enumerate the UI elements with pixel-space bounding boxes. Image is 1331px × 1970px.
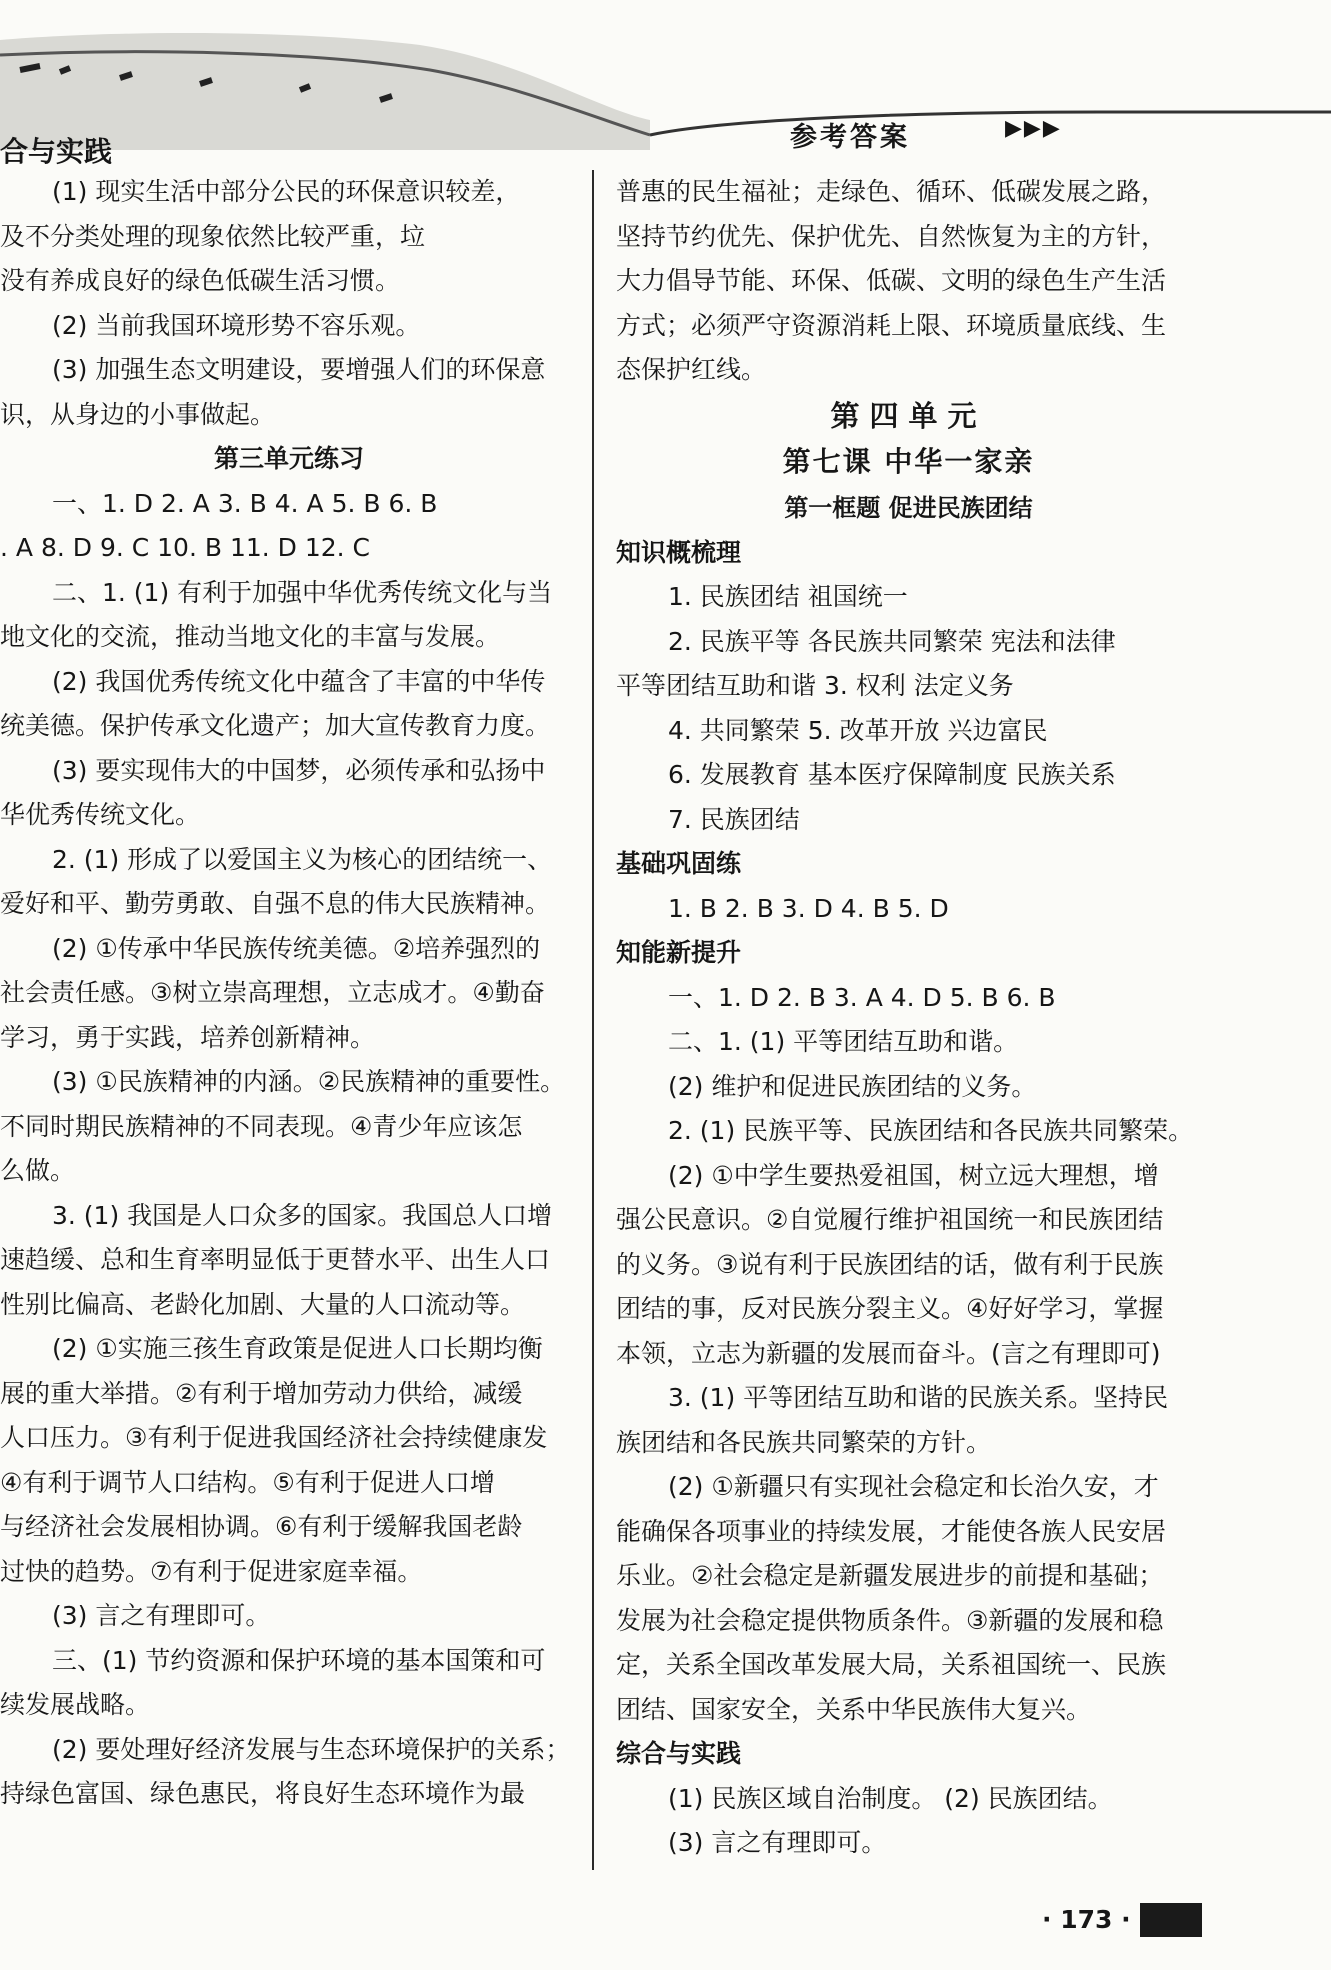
section-heading: 知识概梳理 [616,537,742,567]
right-line: (2) ①中学生要热爱祖国，树立远大理想，增 [668,1160,1159,1190]
right-line: 平等团结互助和谐 3. 权利 法定义务 [616,671,1014,700]
left-line: 三、(1) 节约资源和保护环境的基本国策和可 [52,1645,546,1675]
right-line: 能确保各项事业的持续发展，才能使各族人民安居 [616,1516,1167,1546]
left-line: 持绿色富国、绿色惠民，将良好生态环境作为最 [0,1779,526,1808]
left-line: 3. (1) 我国是人口众多的国家。我国总人口增 [52,1200,553,1230]
left-line: 人口压力。③有利于促进我国经济社会持续健康发 [0,1423,548,1452]
right-line: 态保护红线。 [616,355,767,384]
right-line: 本领，立志为新疆的发展而奋斗。(言之有理即可) [616,1338,1161,1368]
right-line: 1. 民族团结 祖国统一 [668,582,908,611]
left-line: 与经济社会发展相协调。⑥有利于缓解我国老龄 [0,1512,523,1541]
left-line: 不同时期民族精神的不同表现。④青少年应该怎 [0,1111,523,1141]
section-heading: 知能新提升 [616,938,742,967]
left-line: (2) ①实施三孩生育政策是促进人口长期均衡 [52,1334,543,1363]
left-line: (3) 要实现伟大的中国梦，必须传承和弘扬中 [52,755,546,785]
right-line: 3. (1) 平等团结互助和谐的民族关系。坚持民 [668,1383,1169,1412]
header-right-title: 参考答案 [790,122,910,153]
right-line: 定，关系全国改革发展大局，关系祖国统一、民族 [616,1650,1167,1679]
section-heading: 基础巩固练 [616,849,742,878]
left-line: (2) 当前我国环境形势不容乐观。 [52,310,421,340]
right-line: (3) 言之有理即可。 [668,1828,887,1857]
left-line: 社会责任感。③树立崇高理想，立志成才。④勤奋 [0,978,545,1007]
left-line: 二、1. (1) 有利于加强中华优秀传统文化与当 [52,577,553,607]
section-heading: 综合与实践 [616,1739,742,1768]
right-line: 强公民意识。②自觉履行维护祖国统一和民族团结 [616,1205,1164,1234]
right-line: 团结的事，反对民族分裂主义。④好好学习，掌握 [616,1294,1164,1323]
left-line: 一、1. D 2. A 3. B 4. A 5. B 6. B [52,488,438,518]
left-line: (2) 要处理好经济发展与生态环境保护的关系； [52,1734,571,1764]
right-line: 2. 民族平等 各民族共同繁荣 宪法和法律 [668,626,1116,656]
left-line: 爱好和平、勤劳勇敢、自强不息的伟大民族精神。 [0,889,551,918]
left-line: . A 8. D 9. C 10. B 11. D 12. C [0,533,371,562]
left-line: 续发展战略。 [0,1690,151,1719]
right-line: 族团结和各民族共同繁荣的方针。 [616,1427,992,1457]
right-line: (2) 维护和促进民族团结的义务。 [668,1071,1037,1101]
left-line: 性别比偏高、老龄化加剧、大量的人口流动等。 [0,1289,526,1319]
left-line: 过快的趋势。⑦有利于促进家庭幸福。 [0,1556,423,1586]
left-line: (3) ①民族精神的内涵。②民族精神的重要性。 [52,1067,566,1096]
right-line: 坚持节约优先、保护优先、自然恢复为主的方针， [616,221,1167,251]
left-line: 么做。 [0,1156,76,1185]
right-line: (1) 民族区域自治制度。 (2) 民族团结。 [668,1783,1113,1813]
left-line: 没有养成良好的绿色低碳生活习惯。 [0,266,401,295]
left-line: 统美德。保护传承文化遗产；加大宣传教育力度。 [0,711,551,740]
right-column [616,170,1201,1866]
right-line: 的义务。③说有利于民族团结的话，做有利于民族 [616,1249,1164,1279]
right-line: 7. 民族团结 [668,804,800,834]
left-line: (1) 现实生活中部分公民的环保意识较差， [52,177,521,206]
left-line: (3) 加强生态文明建设，要增强人们的环保意 [52,355,546,384]
left-line: 地文化的交流，推动当地文化的丰富与发展。 [0,622,501,651]
left-line: 2. (1) 形成了以爱国主义为核心的团结统一、 [52,844,553,874]
right-line: 发展为社会稳定提供物质条件。③新疆的发展和稳 [616,1605,1164,1635]
left-line: 华优秀传统文化。 [0,800,201,829]
left-line: 学习，勇于实践，培养创新精神。 [0,1022,376,1052]
left-line: (3) 言之有理即可。 [52,1601,271,1630]
left-line: 及不分类处理的现象依然比较严重，垃 [0,221,426,251]
column-divider [592,170,594,1870]
header-left-title: 合与实践 [0,135,113,168]
header-arrows-icon: ▶▶▶ [1005,116,1062,141]
left-column [0,170,578,1817]
left-line: (2) ①传承中华民族传统美德。②培养强烈的 [52,933,541,963]
left-line: 识，从身边的小事做起。 [0,399,276,429]
page-number: · 173 · [1042,1905,1131,1934]
right-line: 方式；必须严守资源消耗上限、环境质量底线、生 [616,310,1167,340]
right-line: 一、1. D 2. B 3. A 4. D 5. B 6. B [668,982,1056,1012]
page-curl-decoration [0,0,1331,150]
right-line: 1. B 2. B 3. D 4. B 5. D [668,893,949,923]
unit-title: 第四单元 [830,398,987,433]
right-line: 6. 发展教育 基本医疗保障制度 民族关系 [668,760,1116,789]
lesson-title: 第七课 中华一家亲 [782,444,1035,478]
right-line: 2. (1) 民族平等、民族团结和各民族共同繁荣。 [668,1116,1194,1145]
right-line: 团结、国家安全，关系中华民族伟大复兴。 [616,1694,1092,1724]
section-title-unit3-practice: 第三单元练习 [213,444,364,473]
page-number-block [1140,1903,1202,1937]
left-line: 速趋缓、总和生育率明显低于更替水平、出生人口 [0,1245,551,1274]
right-line: 大力倡导节能、环保、低碳、文明的绿色生产生活 [616,266,1167,295]
right-line: 4. 共同繁荣 5. 改革开放 兴边富民 [668,715,1048,745]
right-line: 普惠的民生福祉；走绿色、循环、低碳发展之路， [616,177,1167,206]
left-line: ④有利于调节人口结构。⑤有利于促进人口增 [0,1467,495,1497]
left-line: 展的重大举措。②有利于增加劳动力供给，减缓 [0,1378,523,1408]
right-line: (2) ①新疆只有实现社会稳定和长治久安，才 [668,1472,1159,1501]
frame-title: 第一框题 促进民族团结 [784,493,1033,522]
right-line: 二、1. (1) 平等团结互助和谐。 [668,1027,1019,1056]
right-line: 乐业。②社会稳定是新疆发展进步的前提和基础； [616,1561,1164,1590]
left-line: (2) 我国优秀传统文化中蕴含了丰富的中华传 [52,666,546,696]
